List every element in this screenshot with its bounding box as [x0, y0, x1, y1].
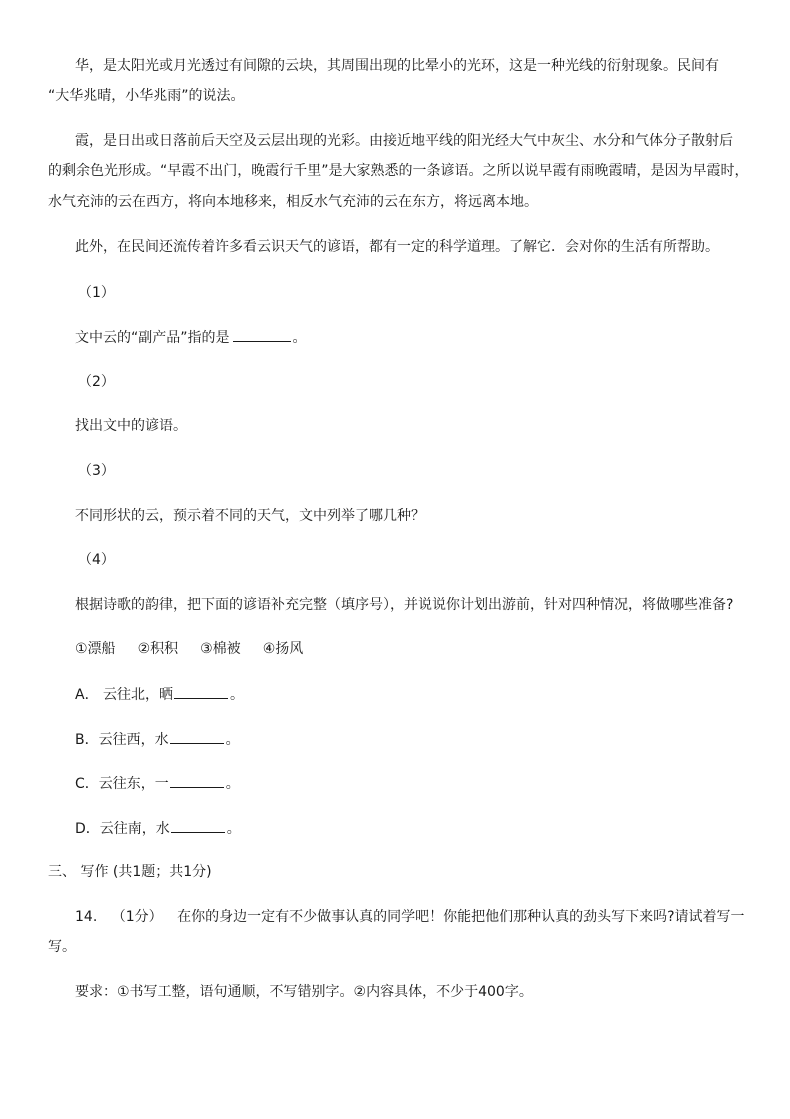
- question-4-item-b: [75, 729, 240, 750]
- answer-blank[interactable]: [233, 327, 291, 342]
- passage-p3: 此外，在民间还流传着许多看云识天气的谚语，都有一定的科学道理。了解它．会对你的生活有所帮助。: [75, 239, 719, 255]
- item-end: 。: [225, 732, 240, 748]
- answer-blank[interactable]: [170, 729, 224, 744]
- question-3-text: 不同形状的云，预示着不同的天气，文中列举了哪几种？: [75, 508, 425, 524]
- option-2: ②积积: [137, 641, 179, 657]
- item-end: 。: [226, 821, 241, 837]
- item-text: 云往北，晒: [98, 687, 174, 703]
- item-label: B．: [75, 732, 99, 748]
- question-4-item-d: [75, 818, 241, 839]
- passage-p1-line1: 华，是太阳光或月光透过有间隙的云块，其周围出现的比晕小的光环，这是一种光线的衍射现象。民间有: [75, 58, 719, 74]
- question-1-end: 。: [292, 330, 307, 346]
- passage-p1-line2: “大华兆晴，小华兆雨”的说法。: [48, 88, 245, 104]
- question-14-line2: 写。: [48, 939, 76, 955]
- answer-blank[interactable]: [171, 818, 225, 833]
- question-4-options: [75, 639, 325, 659]
- question-1-number: （1）: [78, 285, 115, 301]
- question-14-requirement: 要求：①书写工整，语句通顺，不写错别字。②内容具体，不少于400字。: [75, 984, 533, 1000]
- option-3: ③棉被: [200, 641, 241, 657]
- item-end: 。: [225, 776, 240, 792]
- item-label: A．: [75, 687, 99, 703]
- item-text: 云往南，水: [99, 821, 170, 837]
- question-4-item-a: [75, 684, 244, 705]
- question-2-text: 找出文中的谚语。: [75, 418, 187, 434]
- option-1: ①漂船: [75, 641, 116, 657]
- passage-p2-line3: 水气充沛的云在西方，将向本地移来，相反水气充沛的云在东方，将远离本地。: [48, 194, 538, 210]
- option-4: ④扬风: [262, 641, 304, 657]
- item-text: 云往西，水: [98, 732, 169, 748]
- question-1-prompt: 文中云的“副产品”指的是: [75, 330, 230, 346]
- question-4-number: （4）: [78, 552, 115, 568]
- question-14-number: 14.: [75, 909, 98, 925]
- item-label: C．: [75, 776, 99, 792]
- question-4-text: 根据诗歌的韵律，把下面的谚语补充完整（填序号），并说说你计划出游前，针对四种情况，将做哪些准备?: [75, 597, 734, 613]
- answer-blank[interactable]: [170, 773, 224, 788]
- question-14-prompt: 在你的身边一定有不少做事认真的同学吧！你能把他们那种认真的劲头写下来吗?请试着写一: [177, 909, 745, 925]
- question-3-number: （3）: [78, 463, 115, 479]
- passage-p2-line1: 霞，是日出或日落前后天空及云层出现的光彩。由接近地平线的阳光经大气中灰尘、水分和气体分子散射后: [75, 133, 733, 149]
- question-14-line1: [75, 907, 745, 927]
- question-1-text: [75, 327, 307, 348]
- section-3-heading: 三、 写作 (共1题；共1分): [48, 864, 212, 880]
- question-14-score: （1分）: [111, 909, 163, 925]
- item-text: 云往东，一: [98, 776, 169, 792]
- item-end: 。: [230, 687, 245, 703]
- item-label: D．: [75, 821, 100, 837]
- question-2-number: （2）: [78, 374, 115, 390]
- passage-p2-line2: 的剩余色光形成。“早霞不出门，晚霞行千里”是大家熟悉的一条谚语。之所以说早霞有雨晚霞晴，是因为早霞时，: [48, 163, 749, 179]
- answer-blank[interactable]: [174, 684, 228, 699]
- question-4-item-c: [75, 773, 240, 794]
